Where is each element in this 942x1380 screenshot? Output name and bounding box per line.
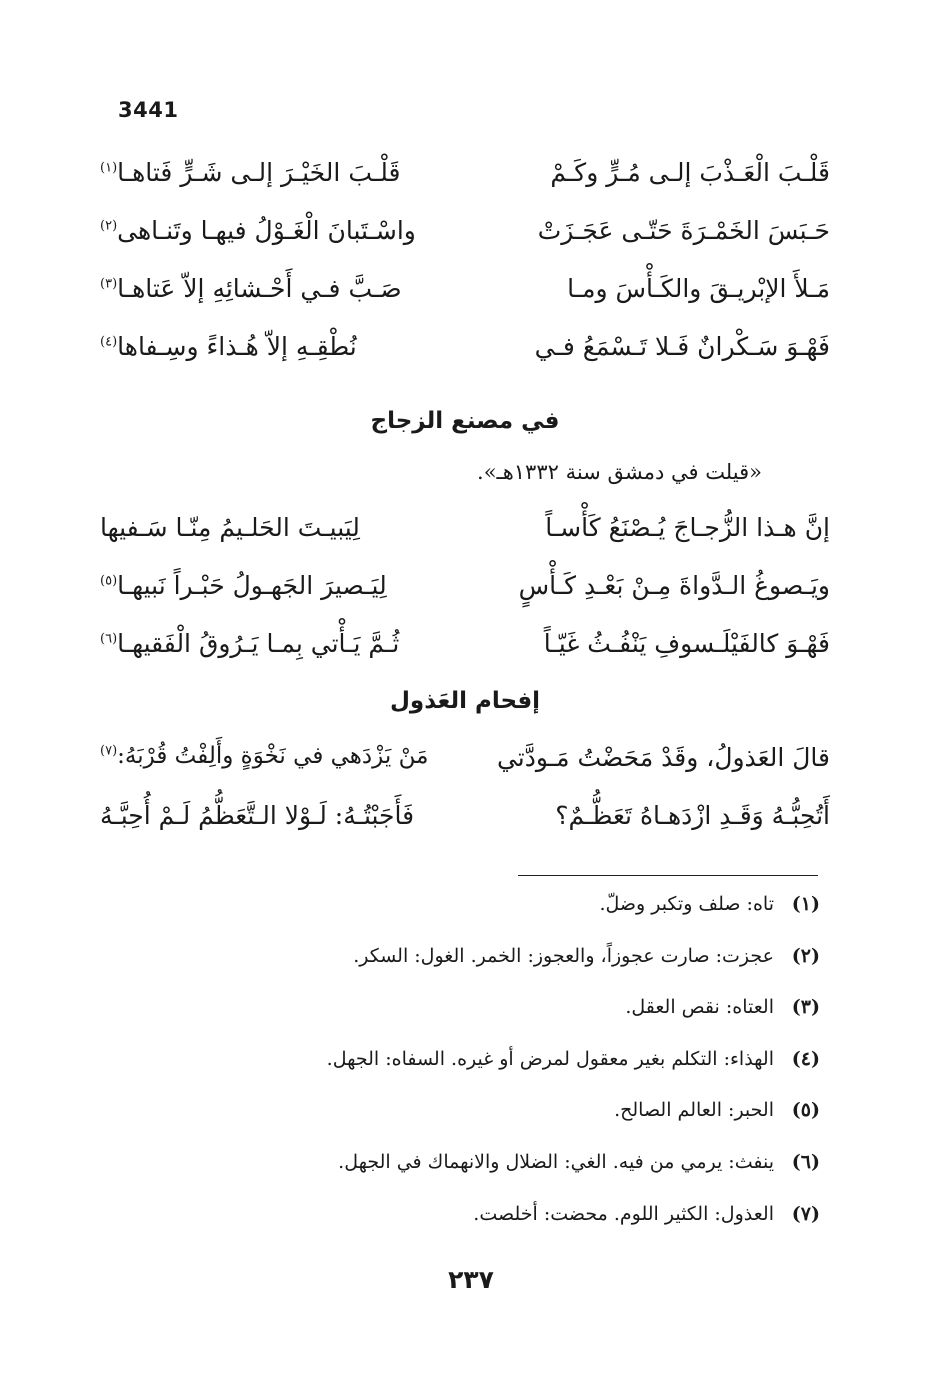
footnote-number: (٢)	[791, 944, 820, 967]
verse-first-hemistich: أَتُحِبُّـهُ وَقَـدِ ازْدَهـاهُ تَعَظُّـمٌ؟	[555, 801, 830, 830]
footnote-item	[200, 1048, 820, 1100]
verse-first-hemistich: قَلْـبَ الْعَـذْبَ إلـى مُـرٍّ وكَـمْ	[550, 158, 830, 187]
footnote-number: (٦)	[791, 1150, 820, 1173]
verse	[100, 150, 830, 208]
footnote-item	[200, 996, 820, 1048]
footnote-marker: (٤)	[100, 334, 118, 350]
footnote-text: العذول: الكثير اللوم. محضت: أخلصت.	[473, 1202, 774, 1225]
footnote-text: العتاه: نقص العقل.	[625, 996, 774, 1019]
footnote-text: ينفث: يرمي من فيه. الغي: الضلال والانهماك في الجهل.	[338, 1150, 774, 1173]
hemistich-text: فَأَجَبْتُـهُ: لَـوْلا الـتَّعَظُّمُ لَـمْ أُحِبَّـهُ	[100, 801, 415, 830]
hemistich-text: واسْـتَبانَ الْغَـوْلُ فيهـا وتَنـاهى	[117, 216, 416, 245]
verse-first-hemistich: إنَّ هـذا الزُّجـاجَ يُـصْنَعُ كَأْسـاً	[545, 513, 830, 542]
hemistich-text: لِيَـصيرَ الجَهـولُ حَبْـراً نَبيهـا	[117, 571, 387, 600]
footnote-item	[200, 893, 820, 945]
footnote-marker: (٥)	[100, 573, 118, 589]
verse-second-hemistich	[100, 274, 440, 303]
footnote-item	[200, 1099, 820, 1151]
hemistich-text: صَـبَّ فـي أَحْـشائِهِ إلاّ عَتاهـا	[117, 274, 402, 303]
footnote-marker: (٢)	[100, 218, 118, 234]
footnote-item	[200, 1151, 820, 1203]
verse-second-hemistich	[100, 216, 440, 245]
poem-1	[100, 150, 830, 382]
section-title: في مصنع الزجاج	[370, 408, 560, 434]
verse-second-hemistich	[100, 629, 440, 658]
footnote-marker: (٧)	[100, 743, 118, 759]
hemistich-text: نُطْقِـهِ إلاّ هُـذاءً وسِـفاها	[117, 332, 357, 361]
hemistich-text: ثُـمَّ يَـأْتي بِمـا يَـرُوقُ الْفَقيهـا	[117, 629, 400, 658]
footnote-number: (٤)	[791, 1047, 820, 1070]
verse-second-hemistich	[100, 743, 440, 769]
poem-3	[100, 735, 830, 851]
footnote-number: (٣)	[791, 996, 820, 1019]
hemistich-text: لِيَبيـتَ الحَلـيمُ مِنّـا سَـفيها	[100, 513, 360, 542]
verse	[100, 208, 830, 266]
footnote-text: الحبر: العالم الصالح.	[614, 1099, 774, 1122]
footnote-text: تاه: صلف وتكبر وضلّ.	[599, 893, 774, 915]
verse	[100, 505, 830, 563]
verse	[100, 266, 830, 324]
footnote-marker: (١)	[100, 160, 118, 176]
verse-second-hemistich	[100, 158, 440, 187]
verse	[100, 793, 830, 851]
footnote-text: عجزت: صارت عجوزاً، والعجوز: الخمر. الغول: السكر.	[353, 944, 774, 967]
section-title: إفحام العَذول	[389, 688, 541, 714]
footnotes	[200, 893, 820, 1254]
footnote-marker: (٣)	[100, 276, 118, 292]
verse-first-hemistich: فَهْـوَ كالفَيْلَـسوفِ يَنْفُـثُ غَيّـاً	[543, 629, 830, 658]
hemistich-text: قَلْـبَ الخَيْـرَ إلـى شَـرٍّ فَتاهـا	[117, 158, 401, 187]
verse-first-hemistich: فَهْـوَ سَـكْرانٌ فَـلا تَـسْمَعُ فـي	[534, 332, 830, 361]
page-number: ٢٣٧	[448, 1265, 494, 1294]
verse-second-hemistich	[100, 571, 440, 600]
footnote-number: (٧)	[791, 1202, 820, 1225]
footnote-text: الهذاء: التكلم بغير معقول لمرض أو غيره. السفاه: الجهل.	[326, 1047, 774, 1070]
footnote-marker: (٦)	[100, 631, 118, 647]
verse	[100, 621, 830, 679]
footnote-number: (١)	[791, 893, 820, 915]
verse-second-hemistich	[100, 801, 440, 830]
footnote-divider	[518, 875, 818, 876]
verse	[100, 735, 830, 793]
verse-second-hemistich	[100, 332, 440, 361]
footnote-item	[200, 945, 820, 997]
footnote-item	[200, 1203, 820, 1255]
section-note: «قيلت في دمشق سنة ١٣٣٢هـ».	[477, 460, 762, 484]
poem-2	[100, 505, 830, 679]
verse-second-hemistich	[100, 513, 440, 542]
footnote-number: (٥)	[791, 1099, 820, 1122]
verse	[100, 563, 830, 621]
verse	[100, 324, 830, 382]
corner-number: 3441	[118, 98, 179, 122]
hemistich-text: مَنْ يَزْدَهي في نَخْوَةٍ وأَلِفْتُ قُرْبَهُ:	[117, 743, 429, 769]
verse-first-hemistich: حَـبَسَ الخَمْـرَةَ حَتّـى عَجَـزَتْ	[537, 216, 830, 245]
verse-first-hemistich: مَـلأَ الإبْريـقَ والكَـأْسَ ومـا	[567, 274, 830, 303]
verse-first-hemistich: قالَ العَذولُ، وقَدْ مَحَضْتُ مَـودَّتي	[496, 743, 830, 772]
verse-first-hemistich: ويَـصوغُ الـدَّواةَ مِـنْ بَعْـدِ كَـأْسٍ	[518, 571, 830, 600]
